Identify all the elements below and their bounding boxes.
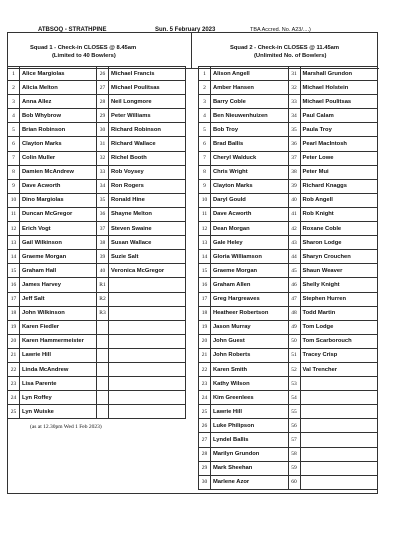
entry-number: 33 [97, 165, 109, 179]
bowler-name [109, 377, 186, 391]
entry-number: 16 [8, 278, 20, 292]
entry-number: 30 [97, 123, 109, 137]
bowler-name: Dino Margiolas [20, 193, 97, 207]
bowler-name: Susan Wallace [109, 236, 186, 250]
bowler-name: Tom Lodge [300, 320, 378, 334]
bowler-name [109, 391, 186, 405]
table-row [199, 165, 378, 179]
entry-number: 31 [97, 137, 109, 151]
entry-number: 6 [8, 137, 20, 151]
entry-number: 4 [8, 109, 20, 123]
entry-number: 49 [288, 320, 300, 334]
entry-number: 22 [199, 362, 211, 376]
entry-number: 40 [288, 193, 300, 207]
entry-number: 17 [8, 292, 20, 306]
bowler-name: Gale Heley [210, 236, 288, 250]
entry-number: 18 [8, 306, 20, 320]
entry-number: 9 [8, 179, 20, 193]
bowler-name: Dave Acworth [210, 207, 288, 221]
bowler-name: Michael Holstein [300, 81, 378, 95]
squad1-limit: (Limited to 40 Bowlers) [52, 53, 116, 59]
entry-number: 20 [8, 334, 20, 348]
table-row [199, 67, 378, 81]
bowler-name: Clayton Marks [20, 137, 97, 151]
entry-number: 23 [199, 377, 211, 391]
entry-number: R3 [97, 306, 109, 320]
bowler-name: Marilyn Grundon [210, 447, 288, 461]
table-row [199, 320, 378, 334]
bowler-name [109, 306, 186, 320]
entry-number: 7 [8, 151, 20, 165]
club-name: ATBSOQ - STRATHPINE [38, 27, 107, 33]
table-row [199, 475, 378, 489]
bowler-name: Richel Booth [109, 151, 186, 165]
entry-number: 20 [199, 334, 211, 348]
table-row [8, 250, 186, 264]
bowler-name: Gloria Williamson [210, 250, 288, 264]
table-row [8, 81, 186, 95]
table-row [199, 264, 378, 278]
bowler-name: Linda McAndrew [20, 362, 97, 376]
entry-number: 57 [288, 433, 300, 447]
table-row [8, 179, 186, 193]
bowler-name: Ron Rogers [109, 179, 186, 193]
entry-number: 30 [199, 475, 211, 489]
entry-number: 19 [199, 320, 211, 334]
bowler-name: Ronald Hine [109, 193, 186, 207]
squad1-table [7, 66, 186, 419]
table-row [8, 236, 186, 250]
entry-number: 50 [288, 334, 300, 348]
bowler-name: Alison Angell [210, 67, 288, 81]
bowler-name: Erich Vogt [20, 222, 97, 236]
bowler-name: Chris Wright [210, 165, 288, 179]
entry-number: 31 [288, 67, 300, 81]
bowler-name [109, 320, 186, 334]
entry-number: 12 [199, 222, 211, 236]
table-row [8, 405, 186, 419]
bowler-name: Val Trencher [300, 362, 378, 376]
bowler-name: Paula Troy [300, 123, 378, 137]
bowler-name: Lyndel Ballis [210, 433, 288, 447]
table-row [199, 278, 378, 292]
bowler-name [300, 391, 378, 405]
table-row [199, 137, 378, 151]
entry-number: 13 [199, 236, 211, 250]
entry-number: 46 [288, 278, 300, 292]
bowler-name: Graham Hall [20, 264, 97, 278]
bowler-name: Suzie Salt [109, 250, 186, 264]
entry-number: 17 [199, 292, 211, 306]
entry-number: 27 [199, 433, 211, 447]
bowler-name [300, 419, 378, 433]
table-row [199, 405, 378, 419]
entry-number: 2 [199, 81, 211, 95]
table-row [199, 419, 378, 433]
table-row [199, 179, 378, 193]
entry-number: 39 [288, 179, 300, 193]
bowler-name: Neil Longmore [109, 95, 186, 109]
entry-number: 25 [199, 405, 211, 419]
squad2-limit: (Unlimited No. of Bowlers) [254, 53, 327, 59]
entry-number: 37 [288, 151, 300, 165]
entry-number: 36 [288, 137, 300, 151]
bowler-name [109, 348, 186, 362]
table-row [8, 334, 186, 348]
entry-number: 56 [288, 419, 300, 433]
table-row [199, 151, 378, 165]
entry-number: R1 [97, 278, 109, 292]
entry-number: 24 [199, 391, 211, 405]
table-row [8, 306, 186, 320]
entry-number: 5 [199, 123, 211, 137]
bowler-name: Gail Wilkinson [20, 236, 97, 250]
table-row [199, 250, 378, 264]
table-row [199, 377, 378, 391]
bowler-name: Mark Sheehan [210, 461, 288, 475]
bowler-name: Richard Wallace [109, 137, 186, 151]
entry-number: 6 [199, 137, 211, 151]
entry-number: 37 [97, 222, 109, 236]
bowler-name: Tracey Crisp [300, 348, 378, 362]
entry-number: 54 [288, 391, 300, 405]
entry-number: 21 [199, 348, 211, 362]
entry-number [97, 320, 109, 334]
table-row [8, 95, 186, 109]
entry-number: 11 [8, 207, 20, 221]
bowler-name: Alicia Melton [20, 81, 97, 95]
bowler-name: Jeff Salt [20, 292, 97, 306]
entry-number: 48 [288, 306, 300, 320]
bowler-name: Ben Nieuwenhuizen [210, 109, 288, 123]
bowler-name: Peter Mui [300, 165, 378, 179]
table-row [199, 461, 378, 475]
bowler-name: Peter Lowe [300, 151, 378, 165]
bowler-name [109, 278, 186, 292]
entry-number: 28 [97, 95, 109, 109]
table-row [8, 292, 186, 306]
bowler-name [300, 447, 378, 461]
bowler-name: Daryl Gould [210, 193, 288, 207]
entry-number [97, 405, 109, 419]
table-row [8, 165, 186, 179]
entry-number: 59 [288, 461, 300, 475]
bowler-name: Shelly Knight [300, 278, 378, 292]
entry-number: 11 [199, 207, 211, 221]
entry-number: 47 [288, 292, 300, 306]
entry-number: 27 [97, 81, 109, 95]
bowler-name: Cheryl Walduck [210, 151, 288, 165]
entry-number: 15 [8, 264, 20, 278]
bowler-name: Brad Ballis [210, 137, 288, 151]
bowler-name: Roxane Coble [300, 222, 378, 236]
entry-number: 55 [288, 405, 300, 419]
bowler-name: Kim Greenlees [210, 391, 288, 405]
entry-number: 32 [288, 81, 300, 95]
bowler-name: Graham Allen [210, 278, 288, 292]
squad1-header [8, 33, 192, 69]
table-row [8, 348, 186, 362]
entry-number: 4 [199, 109, 211, 123]
table-row [199, 362, 378, 376]
entry-number: 58 [288, 447, 300, 461]
bowler-name: Marlene Azor [210, 475, 288, 489]
bowler-name: Amber Hansen [210, 81, 288, 95]
bowler-name [300, 475, 378, 489]
bowler-name: Duncan McGregor [20, 207, 97, 221]
bowler-name: Damien McAndrew [20, 165, 97, 179]
table-row [8, 362, 186, 376]
entry-number: 5 [8, 123, 20, 137]
table-row [199, 95, 378, 109]
table-row [199, 348, 378, 362]
bowler-name: Luke Philipson [210, 419, 288, 433]
entry-number: 34 [288, 109, 300, 123]
table-row [199, 222, 378, 236]
entry-number: 36 [97, 207, 109, 221]
bowler-name [300, 433, 378, 447]
entry-number: 51 [288, 348, 300, 362]
bowler-name [109, 334, 186, 348]
squad2-header [192, 33, 379, 69]
entry-number: 14 [8, 250, 20, 264]
entry-number: 53 [288, 377, 300, 391]
entry-number: 1 [8, 67, 20, 81]
entry-number: 19 [8, 320, 20, 334]
bowler-name: Peter Williams [109, 109, 186, 123]
bowler-name: John Guest [210, 334, 288, 348]
bowler-name: Michael Poulitsas [109, 81, 186, 95]
accreditation-number: TBA Accred. No. A23/....) [250, 27, 311, 33]
bowler-name: Dave Acworth [20, 179, 97, 193]
entry-number: 9 [199, 179, 211, 193]
bowler-name: Brian Robinson [20, 123, 97, 137]
bowler-name: Lyn Roffey [20, 391, 97, 405]
table-row [199, 207, 378, 221]
table-row [199, 109, 378, 123]
entry-number: 38 [288, 165, 300, 179]
entry-number [97, 377, 109, 391]
bowler-name: Heatheer Robertson [210, 306, 288, 320]
bowler-name: John Roberts [210, 348, 288, 362]
bowler-name: Alice Margiolas [20, 67, 97, 81]
squad2-title: Squad 2 - Check-in CLOSES @ 11.45am [230, 45, 340, 51]
entry-number: 3 [8, 95, 20, 109]
table-row [199, 306, 378, 320]
entry-number: 15 [199, 264, 211, 278]
bowler-name: Dean Morgan [210, 222, 288, 236]
bowler-name: Richard Knaggs [300, 179, 378, 193]
entry-number: 10 [199, 193, 211, 207]
bowler-name: Lawrie Hill [210, 405, 288, 419]
table-row [8, 264, 186, 278]
table-row [8, 222, 186, 236]
bowler-name: Lyn Wuiske [20, 405, 97, 419]
bowler-name: Lisa Parente [20, 377, 97, 391]
bowler-name [109, 405, 186, 419]
entry-number: 29 [199, 461, 211, 475]
table-row [199, 334, 378, 348]
entry-number: 35 [97, 193, 109, 207]
table-row [199, 292, 378, 306]
bowler-name: Rob Voysey [109, 165, 186, 179]
table-row [199, 193, 378, 207]
bowler-name: Jason Murray [210, 320, 288, 334]
entry-number: 12 [8, 222, 20, 236]
bowler-name: Barry Coble [210, 95, 288, 109]
bowler-name: Rob Angell [300, 193, 378, 207]
table-row [199, 123, 378, 137]
entry-number: R2 [97, 292, 109, 306]
entry-number: 26 [97, 67, 109, 81]
squad2-table [198, 66, 378, 490]
entry-number: 34 [97, 179, 109, 193]
entry-number: 44 [288, 250, 300, 264]
entry-number: 32 [97, 151, 109, 165]
bowler-name: Paul Calam [300, 109, 378, 123]
bowler-name: Sharyn Crouchen [300, 250, 378, 264]
table-row [8, 207, 186, 221]
bowler-name: Richard Robinson [109, 123, 186, 137]
entry-number: 2 [8, 81, 20, 95]
entry-number [97, 348, 109, 362]
entry-number: 39 [97, 250, 109, 264]
entry-number: 21 [8, 348, 20, 362]
entry-number: 45 [288, 264, 300, 278]
entry-number: 60 [288, 475, 300, 489]
bowler-name: Graeme Morgan [210, 264, 288, 278]
entry-number: 1 [199, 67, 211, 81]
bowler-name: Colin Muller [20, 151, 97, 165]
table-row [199, 236, 378, 250]
entry-number: 16 [199, 278, 211, 292]
table-row [8, 109, 186, 123]
table-row [199, 391, 378, 405]
entry-number: 14 [199, 250, 211, 264]
entry-number: 28 [199, 447, 211, 461]
bowler-name: Todd Martin [300, 306, 378, 320]
entry-number: 52 [288, 362, 300, 376]
table-row [199, 447, 378, 461]
bowler-name [300, 377, 378, 391]
bowler-name: Graeme Morgan [20, 250, 97, 264]
bowler-name: Michael Poulitsas [300, 95, 378, 109]
bowler-name: Steven Swaine [109, 222, 186, 236]
bowler-name: James Harvey [20, 278, 97, 292]
table-row [8, 67, 186, 81]
entry-number: 3 [199, 95, 211, 109]
bowler-name: Stephen Hurren [300, 292, 378, 306]
entry-number: 33 [288, 95, 300, 109]
event-date: Sun. 5 February 2023 [155, 27, 216, 33]
entry-number: 29 [97, 109, 109, 123]
bowler-name: Shaun Weaver [300, 264, 378, 278]
table-row [199, 433, 378, 447]
bowler-name: Marshall Grundon [300, 67, 378, 81]
bowler-name: Pearl MacIntosh [300, 137, 378, 151]
table-row [8, 320, 186, 334]
table-row [8, 151, 186, 165]
bowler-name: Lawrie Hill [20, 348, 97, 362]
bowler-name: Michael Francis [109, 67, 186, 81]
entry-number: 38 [97, 236, 109, 250]
entry-number: 24 [8, 391, 20, 405]
bowler-name: Bob Whybrow [20, 109, 97, 123]
entry-number: 41 [288, 207, 300, 221]
squad1-title: Squad 1 - Check-in CLOSES @ 8.45am [30, 45, 137, 51]
bowler-name: Sharon Lodge [300, 236, 378, 250]
table-row [8, 278, 186, 292]
bowler-name: Shayne Melton [109, 207, 186, 221]
bowler-name: Karen Fiedler [20, 320, 97, 334]
entry-number [97, 334, 109, 348]
table-row [8, 137, 186, 151]
entry-number: 40 [97, 264, 109, 278]
entry-number: 7 [199, 151, 211, 165]
bowler-name: Bob Troy [210, 123, 288, 137]
bowler-name: Clayton Marks [210, 179, 288, 193]
entry-number: 8 [199, 165, 211, 179]
bowler-name [109, 292, 186, 306]
bowler-name: Greg Hargreaves [210, 292, 288, 306]
bowler-name [300, 405, 378, 419]
bowler-name: John Wilkinson [20, 306, 97, 320]
table-row [8, 377, 186, 391]
bowler-name [109, 362, 186, 376]
table-row [8, 391, 186, 405]
bowler-name: Rob Knight [300, 207, 378, 221]
entry-number: 25 [8, 405, 20, 419]
entry-number: 35 [288, 123, 300, 137]
entry-number: 42 [288, 222, 300, 236]
bowler-name: Karen Hammermeister [20, 334, 97, 348]
table-row [8, 193, 186, 207]
bowler-name: Kathy Wilson [210, 377, 288, 391]
entry-number: 23 [8, 377, 20, 391]
bowler-name [300, 461, 378, 475]
table-row [8, 123, 186, 137]
squad1-note: (as at 12.30pm Wed 1 Feb 2023) [30, 424, 102, 430]
bowler-name: Tom Scarborouch [300, 334, 378, 348]
entry-number: 8 [8, 165, 20, 179]
entry-number: 22 [8, 362, 20, 376]
bowler-name: Karen Smith [210, 362, 288, 376]
table-row [199, 81, 378, 95]
entry-number: 43 [288, 236, 300, 250]
entry-number [97, 362, 109, 376]
entry-number: 13 [8, 236, 20, 250]
entry-number: 18 [199, 306, 211, 320]
entry-number [97, 391, 109, 405]
entry-number: 10 [8, 193, 20, 207]
bowler-name: Veronica McGregor [109, 264, 186, 278]
bowler-name: Anna Allez [20, 95, 97, 109]
entry-number: 26 [199, 419, 211, 433]
